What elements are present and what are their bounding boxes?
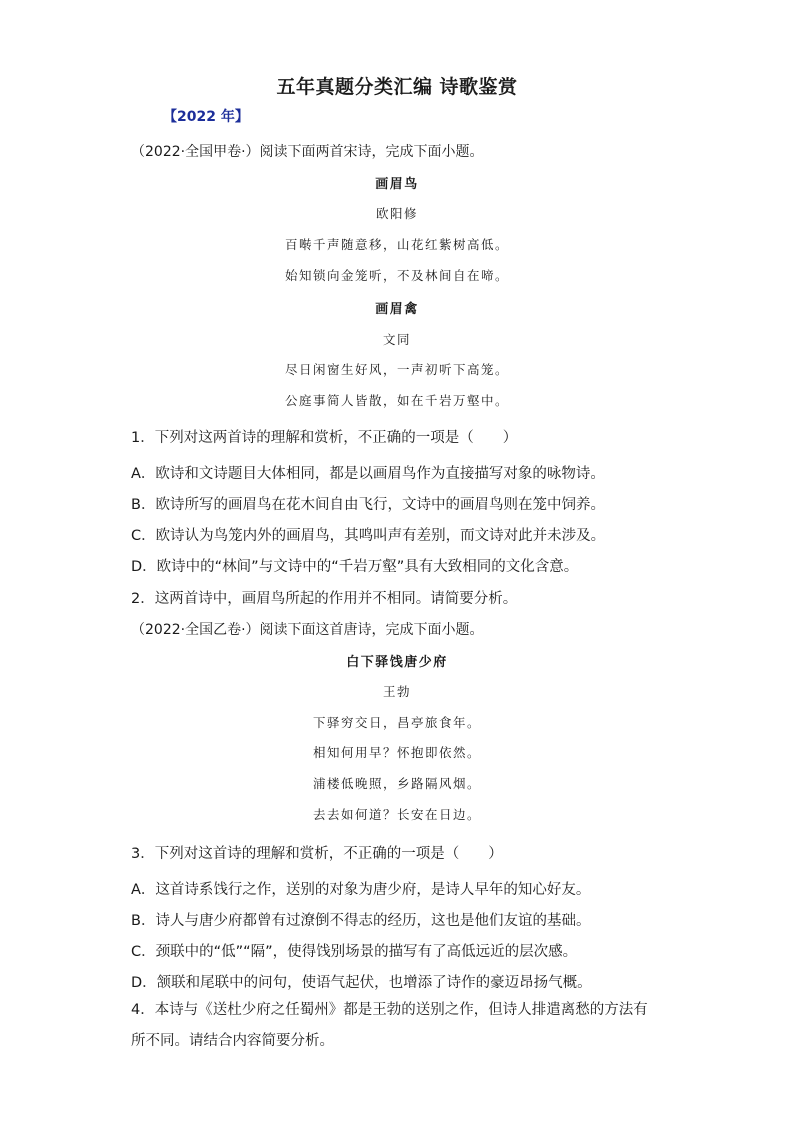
poem1-line: 始知锁向金笼听，不及林间自在啼。 xyxy=(284,268,509,283)
question-3-option-a: A．这首诗系饯行之作，送别的对象为唐少府，是诗人早年的知心好友。 xyxy=(131,882,591,898)
poem3-author: 王勃 xyxy=(382,684,411,699)
poem3-line: 下驿穷交日，昌亭旅食年。 xyxy=(312,715,481,730)
poem2-line: 尽日闲窗生好风，一声初听下高笼。 xyxy=(284,362,509,377)
question-2: 2．这两首诗中，画眉鸟所起的作用并不相同。请简要分析。 xyxy=(131,591,518,607)
question-3-option-b: B．诗人与唐少府都曾有过潦倒不得志的经历，这也是他们友谊的基础。 xyxy=(131,913,591,929)
poem2-author: 文同 xyxy=(382,332,411,347)
poem1-line: 百啭千声随意移，山花红紫树高低。 xyxy=(284,237,509,252)
question-1-option-d: D．欧诗中的“林间”与文诗中的“千岩万壑”具有大致相同的文化含意。 xyxy=(131,559,579,575)
poem3-line: 相知何用早？怀抱即依然。 xyxy=(312,745,481,760)
poem1-title: 画眉鸟 xyxy=(375,177,419,192)
page-title: 五年真题分类汇编 诗歌鉴赏 xyxy=(276,76,518,98)
poem1-author: 欧阳修 xyxy=(375,206,418,221)
question-1-stem: 1．下列对这两首诗的理解和赏析，不正确的一项是（ ） xyxy=(131,430,518,446)
poem2-line: 公庭事简人皆散，如在千岩万壑中。 xyxy=(284,393,509,408)
poem2-title: 画眉禽 xyxy=(375,302,419,317)
question-1-option-a: A．欧诗和文诗题目大体相同，都是以画眉鸟作为直接描写对象的咏物诗。 xyxy=(131,466,605,482)
section2-intro: （2022·全国乙卷·）阅读下面这首唐诗，完成下面小题。 xyxy=(131,622,484,638)
question-1-option-c: C．欧诗认为鸟笼内外的画眉鸟，其鸣叫声有差别，而文诗对此并未涉及。 xyxy=(131,528,606,544)
question-1-option-b: B．欧诗所写的画眉鸟在花木间自由飞行，文诗中的画眉鸟则在笼中饲养。 xyxy=(131,497,605,513)
poem3-title: 白下驿饯唐少府 xyxy=(346,655,448,670)
year-tag: 【2022 年】 xyxy=(163,109,249,125)
question-3-option-d: D．颔联和尾联中的问句，使语气起伏，也增添了诗作的豪迈昂扬气概。 xyxy=(131,975,592,991)
section1-intro: （2022·全国甲卷·）阅读下面两首宋诗，完成下面小题。 xyxy=(131,144,484,160)
question-3-stem: 3．下列对这首诗的理解和赏析，不正确的一项是（ ） xyxy=(131,846,503,862)
question-4: 4．本诗与《送杜少府之任蜀州》都是王勃的送别之作，但诗人排遣离愁的方法有所不同。请结合内容简要分析。 xyxy=(131,1002,648,1049)
poem3-line: 去去如何道？长安在日边。 xyxy=(312,807,481,822)
question-3-option-c: C．颈联中的“低”“隔”，使得饯别场景的描写有了高低远近的层次感。 xyxy=(131,944,578,960)
poem3-line: 浦楼低晚照，乡路隔风烟。 xyxy=(312,776,481,791)
